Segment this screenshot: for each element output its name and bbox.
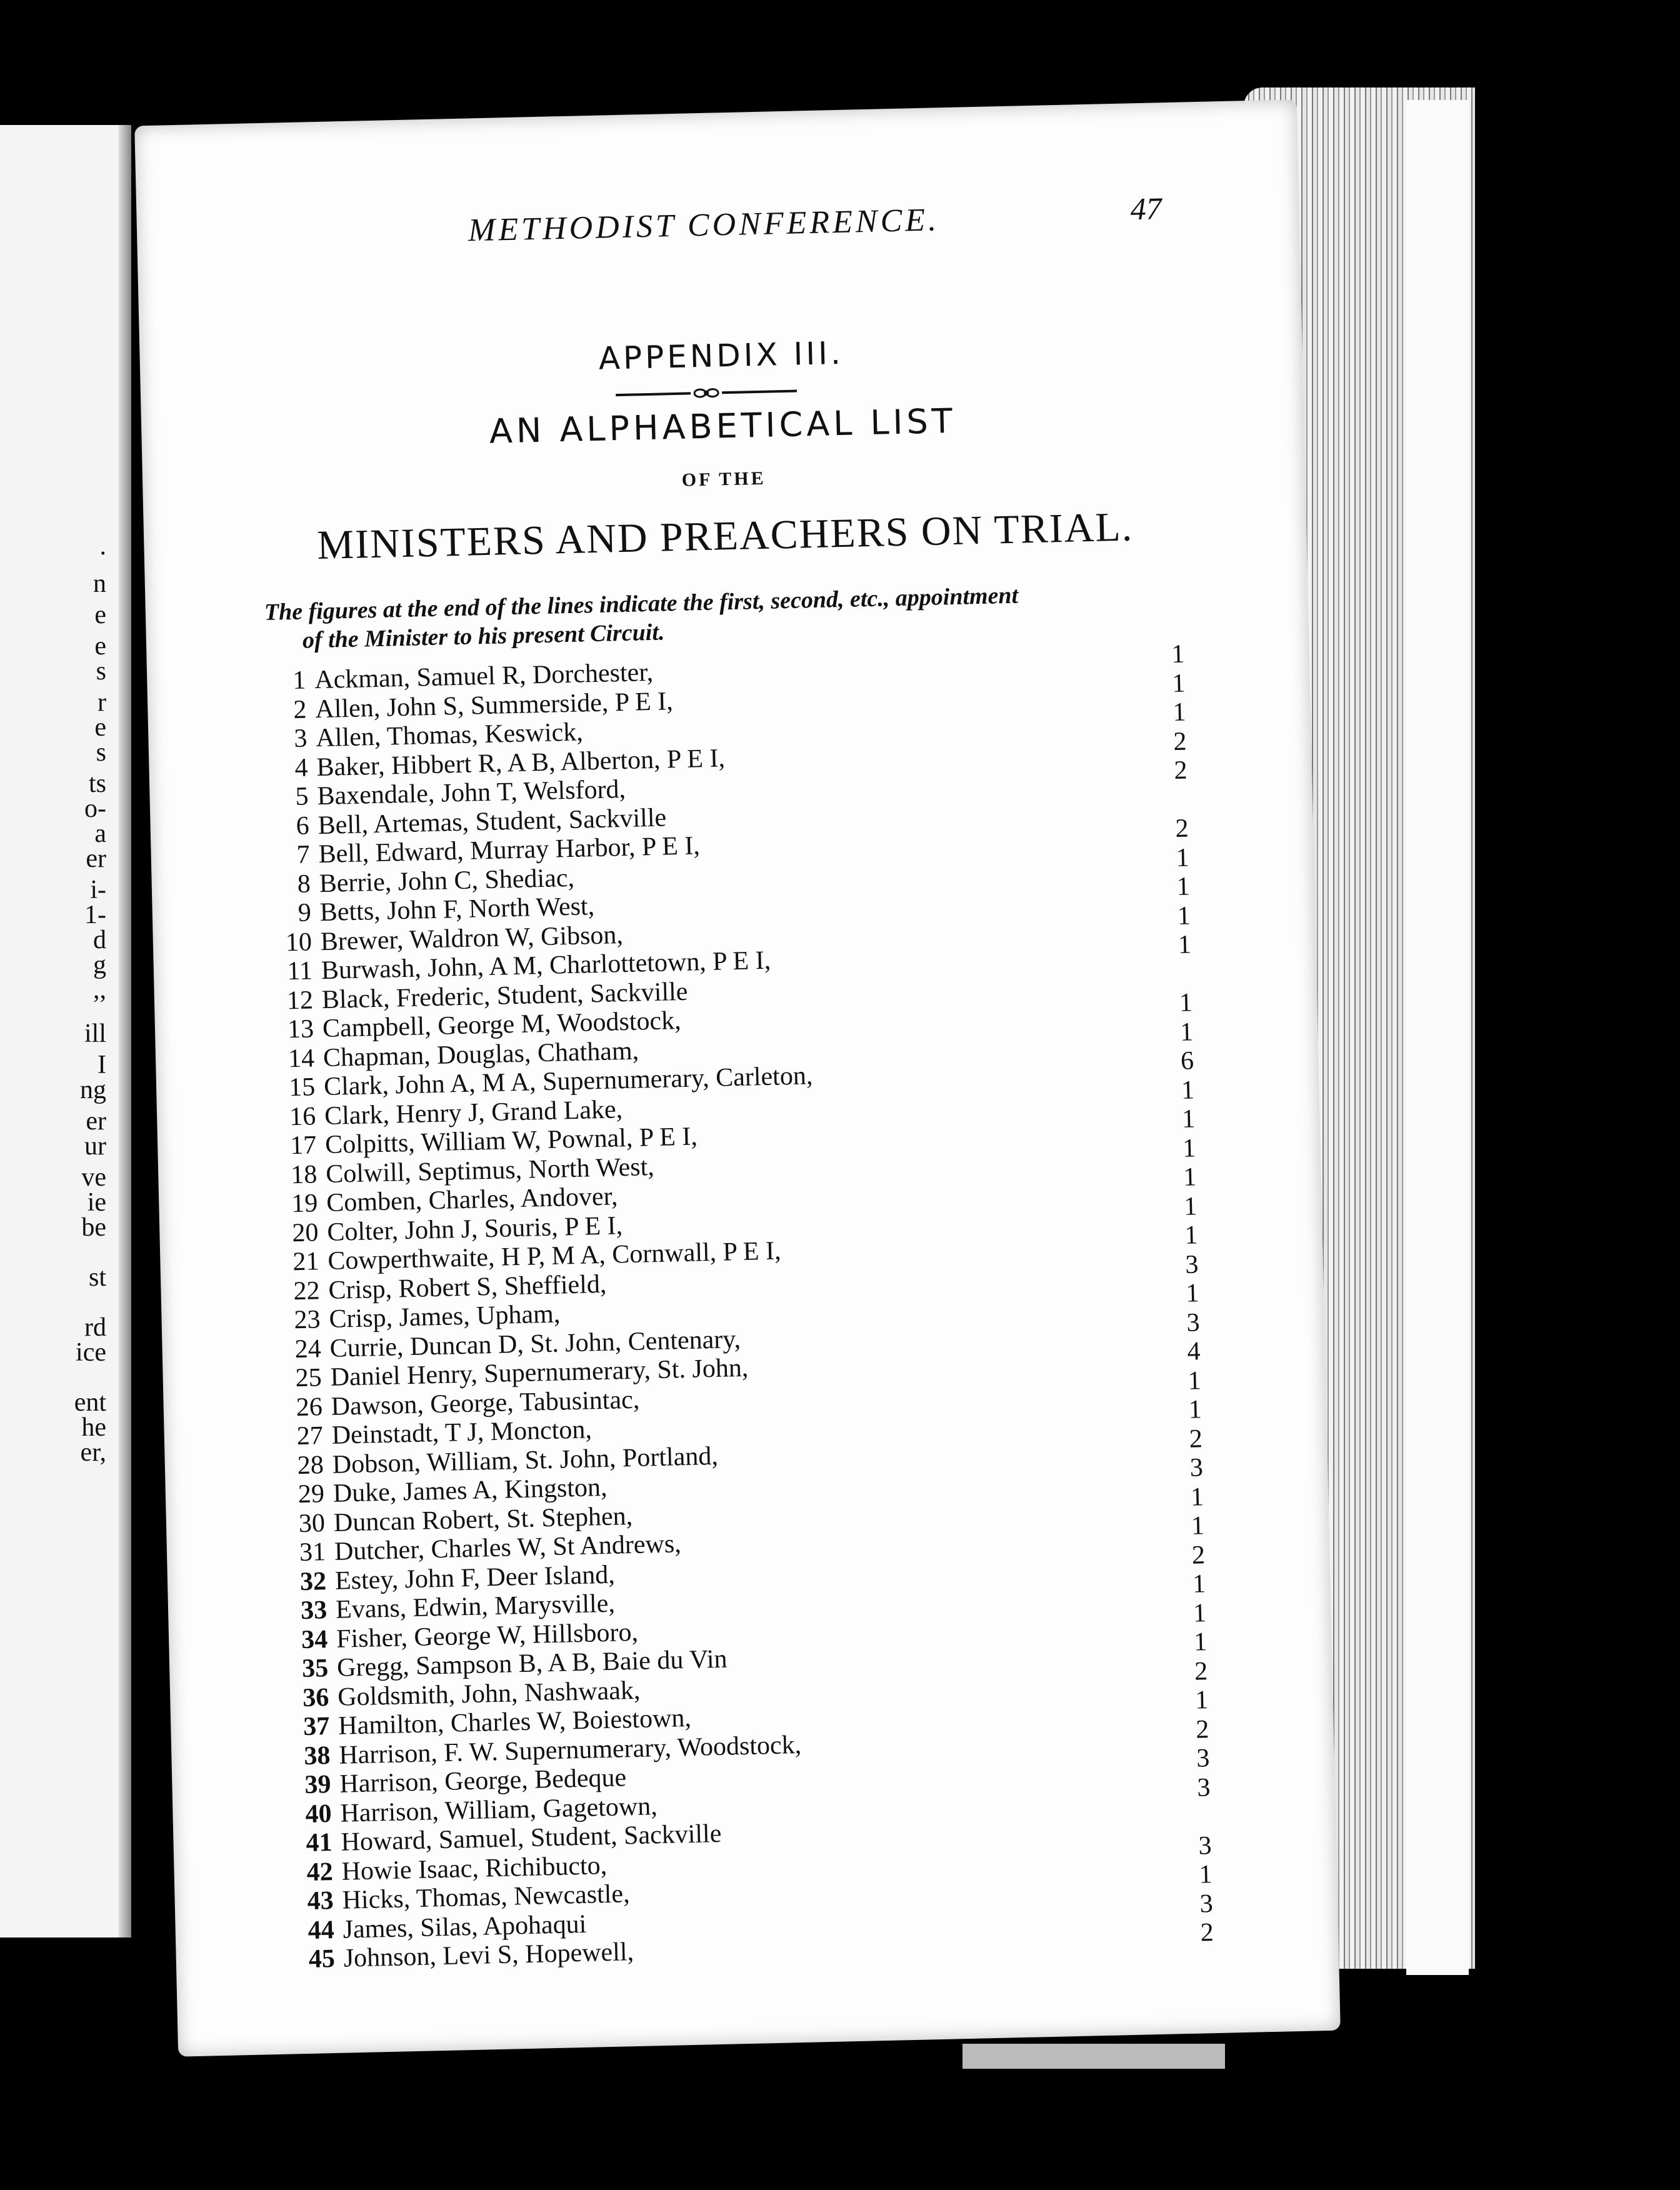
appointment-figure: 1 <box>1191 1511 1205 1541</box>
entry-number: 20 <box>291 1218 319 1248</box>
appointment-figure: 1 <box>1190 1482 1204 1512</box>
appointment-figure: 2 <box>1194 1656 1208 1686</box>
appointment-figure: 1 <box>1176 872 1191 901</box>
appointment-figure: 2 <box>1200 1918 1214 1948</box>
entry-name-circuit: Clark, Henry J, Grand Lake, <box>324 1094 623 1131</box>
facing-page-fragment: 1- <box>84 901 106 929</box>
entry-number: 5 <box>295 782 309 811</box>
appointment-figure: 1 <box>1182 1162 1197 1192</box>
appointment-figure: 1 <box>1179 1017 1194 1047</box>
facing-page-fragment: be <box>81 1213 106 1242</box>
entry-name-circuit: Bell, Artemas, Student, Sackville <box>318 802 667 840</box>
entry-name-circuit: Cowperthwaite, H P, M A, Cornwall, P E I, <box>327 1236 782 1276</box>
facing-page-fragment: ve <box>81 1163 106 1192</box>
facing-page-fragment: s <box>96 657 106 686</box>
entry-number: 16 <box>289 1101 316 1131</box>
entry-number: 41 <box>306 1828 333 1858</box>
appointment-figure: 1 <box>1177 901 1191 931</box>
entry-number: 3 <box>293 724 308 753</box>
appointment-figure: 1 <box>1182 1133 1196 1163</box>
page-number: 47 <box>1129 191 1162 227</box>
facing-page-fragment: g <box>93 951 106 979</box>
running-head: METHODIST CONFERENCE. <box>468 202 940 249</box>
entry-number: 34 <box>301 1624 328 1654</box>
appointment-figure: 1 <box>1192 1598 1207 1628</box>
entry-number: 32 <box>299 1566 327 1596</box>
facing-page <box>0 125 131 1938</box>
entry-name-circuit: Johnson, Levi S, Hopewell, <box>343 1938 634 1973</box>
entry-name-circuit: Howie Isaac, Richibucto, <box>341 1851 608 1886</box>
entry-name-circuit: Colwill, Septimus, North West, <box>325 1152 655 1189</box>
appointment-figure: 1 <box>1171 639 1185 669</box>
entry-number: 36 <box>302 1682 329 1712</box>
entry-number: 44 <box>308 1915 335 1945</box>
appointment-figure: 2 <box>1195 1714 1209 1744</box>
entry-name-circuit: Duke, James A, Kingston, <box>332 1472 608 1508</box>
book-cover-edge <box>1406 100 1469 1975</box>
facing-page-fragment: d <box>93 926 106 954</box>
facing-page-fragment: e <box>94 601 106 629</box>
appointment-figure: 1 <box>1188 1366 1202 1396</box>
entry-name-circuit: Crisp, Robert S, Sheffield, <box>328 1269 607 1305</box>
entry-name-circuit: Baxendale, John T, Welsford, <box>317 774 626 811</box>
entry-number: 11 <box>286 956 313 986</box>
facing-page-fragment: i- <box>90 876 106 904</box>
appointment-figure: 3 <box>1196 1772 1211 1802</box>
appointment-figure: 3 <box>1199 1889 1214 1919</box>
entry-name-circuit: Gregg, Sampson B, A B, Baie du Vin <box>336 1644 728 1682</box>
entry-name-circuit: Harrison, F. W. Supernumerary, Woodstock, <box>338 1730 802 1770</box>
entry-name-circuit: Harrison, William, Gagetown, <box>339 1791 658 1828</box>
appointment-figure: 1 <box>1176 843 1190 872</box>
appointment-figure: 3 <box>1186 1308 1201 1338</box>
entry-number: 42 <box>306 1857 334 1887</box>
entry-name-circuit: Daniel Henry, Supernumerary, St. John, <box>330 1353 749 1392</box>
entry-name-circuit: Hamilton, Charles W, Boiestown, <box>338 1703 692 1741</box>
facing-page-fragment: o- <box>84 794 106 823</box>
entry-name-circuit: Burwash, John, A M, Charlottetown, P E I, <box>321 946 771 986</box>
entry-name-circuit: Dutcher, Charles W, St Andrews, <box>334 1529 682 1566</box>
entry-name-circuit: Comben, Charles, Andover, <box>326 1182 618 1218</box>
entry-number: 4 <box>294 752 309 782</box>
entry-number: 9 <box>298 898 312 928</box>
entry-name-circuit: Fisher, George W, Hillsboro, <box>336 1618 639 1654</box>
note-line: The figures at the end of the lines indicate the first, second, etc., appointment <box>264 582 1019 626</box>
entry-number: 33 <box>300 1596 328 1626</box>
appointment-figure: 2 <box>1172 727 1187 756</box>
facing-page-fragment: n <box>93 569 106 598</box>
facing-page-fragment: a <box>94 819 106 848</box>
appointment-figure: 1 <box>1185 1279 1200 1308</box>
appointment-figure: 1 <box>1183 1191 1198 1221</box>
entry-name-circuit: Dawson, George, Tabusintac, <box>331 1385 640 1421</box>
facing-page-fragment: ie <box>87 1188 106 1217</box>
appointment-figure: 1 <box>1199 1860 1213 1889</box>
entry-number: 23 <box>294 1305 321 1335</box>
appointment-figure: 1 <box>1184 1221 1198 1250</box>
entry-number: 2 <box>292 694 307 724</box>
appointment-figure: 3 <box>1184 1249 1199 1279</box>
entry-number: 26 <box>296 1392 323 1422</box>
entry-name-circuit: Allen, Thomas, Keswick, <box>315 718 584 753</box>
entry-name-circuit: Hicks, Thomas, Newcastle, <box>342 1879 631 1915</box>
facing-page-fragment: ng <box>80 1076 106 1104</box>
facing-page-fragment: rd <box>84 1313 106 1342</box>
entry-name-circuit: Evans, Edwin, Marysville, <box>335 1589 616 1624</box>
entry-name-circuit: Black, Frederic, Student, Sackville <box>321 977 688 1014</box>
facing-page-fragment: st <box>88 1263 106 1292</box>
appointment-figure: 3 <box>1198 1831 1212 1861</box>
entry-number: 14 <box>288 1043 315 1073</box>
appointment-figure: 1 <box>1181 1075 1195 1105</box>
facing-page-fragment: ent <box>74 1388 106 1417</box>
entry-number: 38 <box>303 1741 331 1771</box>
facing-page-fragment: e <box>94 713 106 742</box>
list-title-connector: OF THE <box>681 468 767 491</box>
entry-name-circuit: Howard, Samuel, Student, Sackville <box>341 1819 722 1857</box>
entry-name-circuit: Berrie, John C, Shediac, <box>319 863 575 898</box>
rule-ornament <box>616 386 797 401</box>
appointment-figure: 1 <box>1188 1395 1202 1424</box>
entry-name-circuit: Bell, Edward, Murray Harbor, P E I, <box>318 831 701 869</box>
entry-name-circuit: Currie, Duncan D, St. John, Centenary, <box>329 1324 741 1363</box>
appointment-figure: 2 <box>1173 756 1188 786</box>
appointment-figure: 4 <box>1187 1337 1201 1366</box>
appointment-figure: 2 <box>1189 1424 1203 1454</box>
entry-number: 19 <box>291 1189 318 1219</box>
appointment-figure: 1 <box>1192 1569 1206 1599</box>
facing-page-fragment: ill <box>84 1019 106 1048</box>
entry-number: 10 <box>285 927 312 957</box>
entry-name-circuit: Allen, John S, Summerside, P E I, <box>314 686 674 724</box>
entry-number: 13 <box>287 1014 314 1044</box>
explanatory-note <box>264 577 1215 656</box>
entry-name-circuit: Crisp, James, Upham, <box>329 1299 561 1334</box>
entry-number: 24 <box>294 1334 322 1364</box>
entry-number: 27 <box>296 1421 324 1451</box>
entry-number: 7 <box>296 840 311 869</box>
entry-name-circuit: Chapman, Douglas, Chatham, <box>322 1036 639 1072</box>
entry-number: 28 <box>297 1450 324 1480</box>
entry-name-circuit: Estey, John F, Deer Island, <box>334 1560 616 1596</box>
entry-number: 45 <box>308 1944 336 1974</box>
entry-name-circuit: Brewer, Waldron W, Gibson, <box>320 920 624 956</box>
book-page <box>134 99 1341 2056</box>
entry-name-circuit: Campbell, George M, Woodstock, <box>322 1006 682 1044</box>
entry-name-circuit: Ackman, Samuel R, Dorchester, <box>314 658 654 695</box>
entry-name-circuit: Clark, John A, M A, Supernumerary, Carleton, <box>323 1061 813 1102</box>
entry-number: 18 <box>290 1159 318 1189</box>
entry-name-circuit: Deinstadt, T J, Moncton, <box>331 1415 592 1450</box>
appointment-figure: 3 <box>1189 1453 1204 1482</box>
appointment-figure: 6 <box>1180 1046 1194 1076</box>
entry-number: 39 <box>304 1770 331 1799</box>
entry-number: 8 <box>297 869 311 899</box>
facing-page-fragment: s <box>96 738 106 767</box>
entry-number: 17 <box>289 1131 317 1161</box>
bleed-through-strip <box>962 2044 1225 2069</box>
facing-page-fragment: I <box>98 1051 106 1079</box>
entry-number: 25 <box>295 1363 322 1393</box>
entry-name-circuit: Duncan Robert, St. Stephen, <box>333 1501 633 1538</box>
note-line: of the Minister to his present Circuit. <box>302 619 665 654</box>
appointment-figure: 1 <box>1193 1628 1208 1657</box>
entry-name-circuit: James, Silas, Apohaqui <box>342 1909 587 1944</box>
appointment-figure: 1 <box>1179 988 1193 1018</box>
facing-page-fragment: er <box>86 1107 106 1136</box>
facing-page-gutter <box>119 125 131 1938</box>
appointment-figure: 1 <box>1172 698 1186 728</box>
entry-name-circuit: Betts, John F, North West, <box>319 892 595 928</box>
entry-name-circuit: Baker, Hibbert R, A B, Alberton, P E I, <box>316 743 726 782</box>
appointment-figure: 3 <box>1196 1744 1210 1773</box>
appointment-figure: 1 <box>1181 1104 1196 1134</box>
facing-page-fragment: r <box>98 688 106 717</box>
facing-page-fragment: ur <box>84 1132 106 1161</box>
facing-page-fragment: . <box>99 532 106 561</box>
entry-number: 35 <box>301 1654 329 1684</box>
appointment-figure: 2 <box>1191 1540 1206 1570</box>
appointment-figure: 1 <box>1171 669 1186 698</box>
ministers-list <box>272 639 1301 1974</box>
entry-name-circuit: Goldsmith, John, Nashwaak, <box>337 1676 641 1712</box>
entry-number: 30 <box>298 1508 326 1538</box>
list-title: AN ALPHABETICAL LIST <box>489 401 957 451</box>
entry-name-circuit: Colpitts, William W, Pownal, P E I, <box>324 1122 698 1159</box>
facing-page-fragment: he <box>81 1413 106 1442</box>
entry-number: 21 <box>292 1247 320 1277</box>
facing-page-fragment: e <box>94 632 106 661</box>
entry-name-circuit: Colter, John J, Souris, P E I, <box>326 1211 623 1247</box>
appointment-figure: 2 <box>1175 814 1189 843</box>
entry-number: 1 <box>292 666 306 695</box>
entry-number: 43 <box>307 1886 334 1916</box>
appointment-figure: 1 <box>1178 930 1192 959</box>
facing-page-fragment: ice <box>76 1338 106 1367</box>
entry-number: 22 <box>293 1276 321 1306</box>
list-subject: MINISTERS AND PREACHERS ON TRIAL. <box>316 504 1134 569</box>
entry-number: 40 <box>305 1799 332 1829</box>
facing-page-fragment: ts <box>88 769 106 798</box>
entry-name-circuit: Harrison, George, Bedeque <box>339 1763 627 1799</box>
facing-page-fragment: er, <box>80 1438 106 1467</box>
entry-number: 12 <box>286 985 314 1015</box>
appointment-figure: 1 <box>1194 1686 1209 1715</box>
entry-number: 15 <box>288 1072 316 1102</box>
facing-page-fragment: ,, <box>93 976 106 1004</box>
entry-number: 31 <box>299 1538 326 1568</box>
entry-number: 37 <box>302 1712 330 1742</box>
appendix-heading: APPENDIX III. <box>598 334 844 377</box>
facing-page-fragment: er <box>86 844 106 873</box>
entry-name-circuit: Dobson, William, St. John, Portland, <box>332 1441 719 1479</box>
entry-number: 6 <box>296 811 310 841</box>
entry-number: 29 <box>298 1479 325 1509</box>
